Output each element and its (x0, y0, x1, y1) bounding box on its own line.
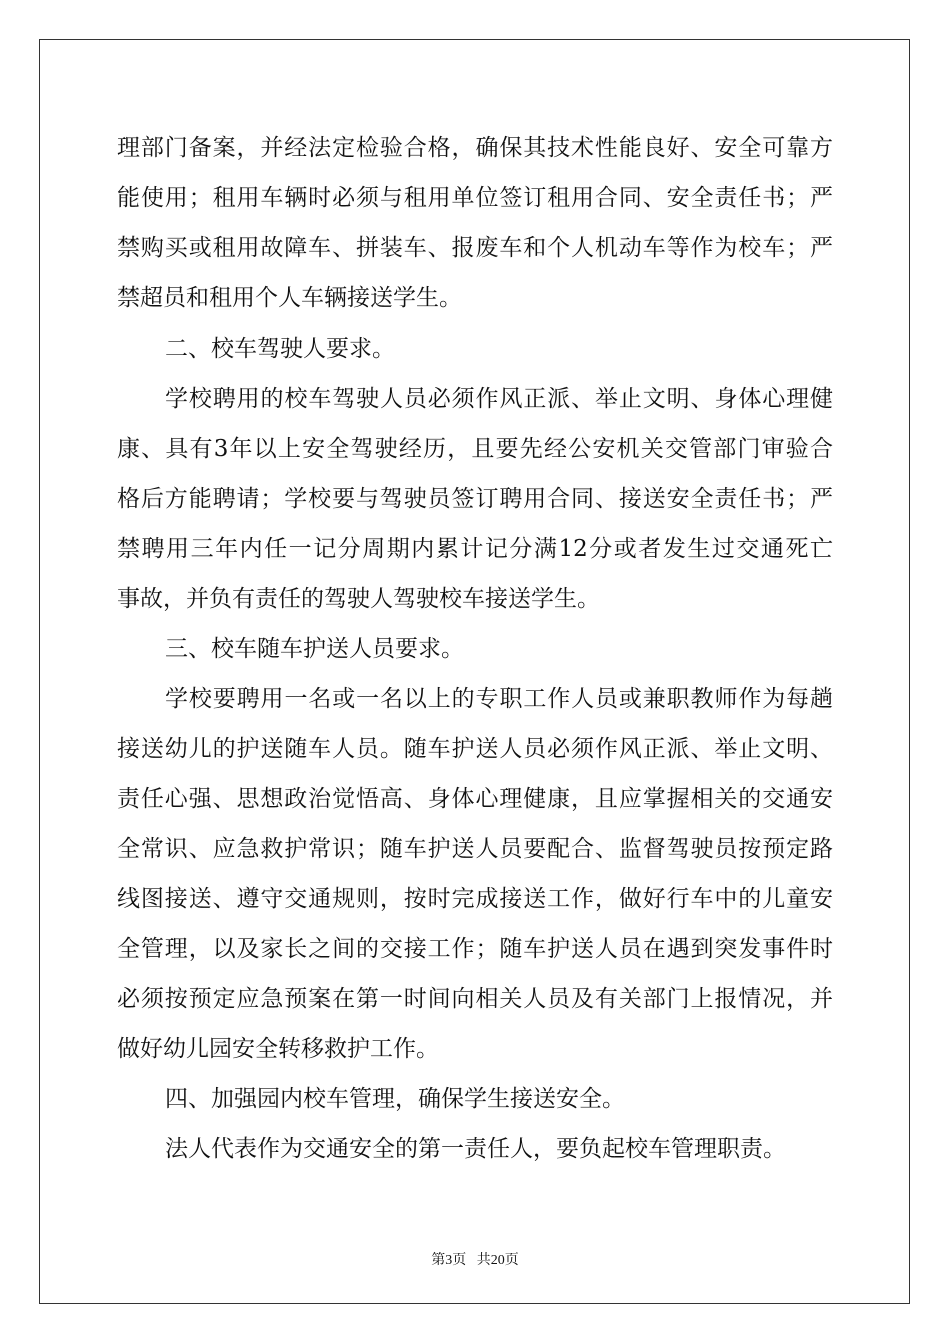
text-line: 全常识、应急救护常识；随车护送人员要配合、监督驾驶员按预定路 (117, 836, 833, 862)
text-line: 线图接送、遵守交通规则，按时完成接送工作，做好行车中的儿童安 (117, 886, 833, 912)
page-footer (0, 1249, 950, 1269)
total-pages: 共20页 (476, 1253, 519, 1268)
text-line: 学校要聘用一名或一名以上的专职工作人员或兼职教师作为每趟 (165, 686, 833, 712)
text-line: 格后方能聘请；学校要与驾驶员签订聘用合同、接送安全责任书；严 (117, 486, 833, 512)
text-line: 法人代表作为交通安全的第一责任人，要负起校车管理职责。 (165, 1136, 786, 1162)
text-line: 接送幼儿的护送随车人员。随车护送人员必须作风正派、举止文明、 (117, 736, 833, 762)
section-heading: 四、加强园内校车管理，确保学生接送安全。 (165, 1086, 625, 1112)
text-line: 责任心强、思想政治觉悟高、身体心理健康，且应掌握相关的交通安 (117, 786, 833, 812)
text-line: 能使用；租用车辆时必须与租用单位签订租用合同、安全责任书；严 (117, 185, 833, 211)
text-line: 必须按预定应急预案在第一时间向相关人员及有关部门上报情况，并 (117, 986, 833, 1012)
text-line: 事故，并负有责任的驾驶人驾驶校车接送学生。 (117, 586, 600, 612)
text-line: 理部门备案，并经法定检验合格，确保其技术性能良好、安全可靠方 (117, 135, 833, 161)
text-line: 禁购买或租用故障车、拼装车、报废车和个人机动车等作为校车；严 (117, 235, 833, 261)
text-line: 学校聘用的校车驾驶人员必须作风正派、举止文明、身体心理健 (165, 386, 833, 412)
text-line: 康、具有3年以上安全驾驶经历，且要先经公安机关交管部门审验合 (117, 436, 833, 462)
text-line: 做好幼儿园安全转移救护工作。 (117, 1036, 439, 1062)
text-line: 禁超员和租用个人车辆接送学生。 (117, 285, 462, 311)
text-line: 禁聘用三年内任一记分周期内累计记分满12分或者发生过交通死亡 (117, 536, 833, 562)
section-heading: 二、校车驾驶人要求。 (165, 336, 395, 362)
page-border (39, 39, 910, 1304)
current-page-number: 第3页 (431, 1253, 467, 1268)
section-heading: 三、校车随车护送人员要求。 (165, 636, 464, 662)
text-line: 全管理，以及家长之间的交接工作；随车护送人员在遇到突发事件时 (117, 936, 833, 962)
